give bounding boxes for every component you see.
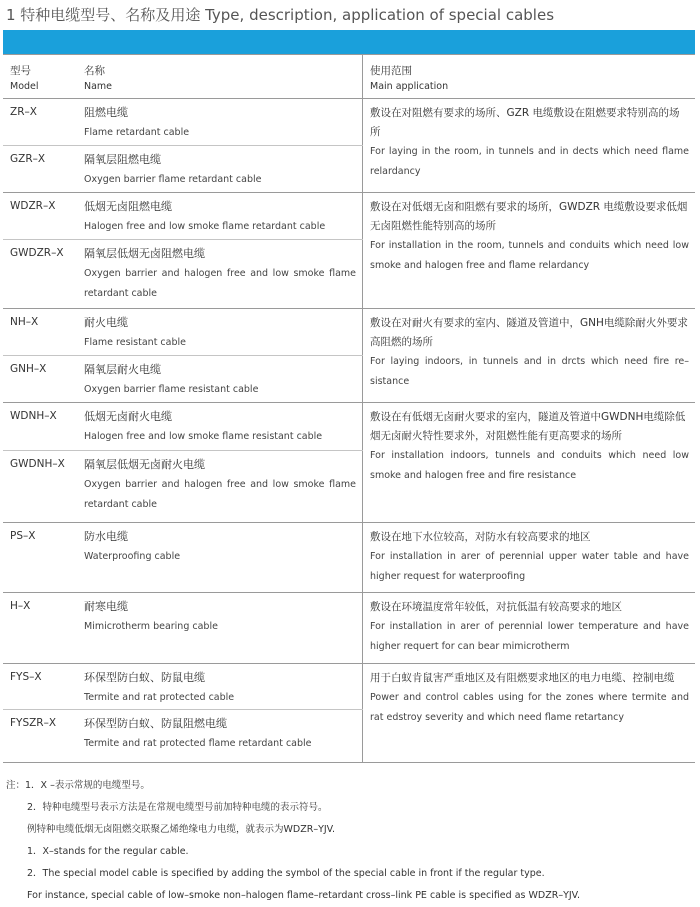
name-en: Oxygen barrier flame retardant cable: [84, 174, 262, 185]
row-model-name-group: [3, 309, 363, 402]
name-en: Flame retardant cable: [84, 127, 190, 138]
cable-entry: [3, 523, 363, 592]
model-code: WDNH–X: [10, 410, 57, 422]
name-cn: 隔氧层低烟无卤耐火电缆: [84, 458, 205, 471]
cable-table: [3, 54, 695, 763]
name-cn: 耐寒电缆: [84, 600, 128, 613]
name-cell: [80, 593, 363, 663]
model-cell: [3, 146, 80, 192]
name-cell: [80, 309, 363, 355]
name-cn: 耐火电缆: [84, 316, 128, 329]
table-row: [3, 664, 695, 763]
name-cn: 隔氧层低烟无卤阻燃电缆: [84, 247, 205, 260]
application-cn: 敷设在有低烟无卤耐火要求的室内，隧道及管道中GWDNH电缆除低烟无卤耐火特性要求外，对阻燃性能有更高要求的场所: [370, 411, 686, 442]
name-cell: [80, 146, 363, 192]
notes: [6, 775, 692, 907]
cable-entry: [3, 309, 363, 356]
table-row: [3, 593, 695, 664]
application-cell: [363, 309, 695, 402]
table-body: [3, 99, 695, 763]
model-cell: [3, 193, 80, 239]
cable-entry: [3, 403, 363, 451]
name-cell: [80, 664, 363, 709]
note-6: For instance, special cable of low–smoke non–halogen flame–retardant cross–link PE cable is specified as WDZR–YJV.: [27, 890, 580, 901]
cable-entry: [3, 451, 363, 522]
cable-entry: [3, 664, 363, 710]
name-en: Oxygen barrier flame resistant cable: [84, 384, 259, 395]
name-cell: [80, 356, 363, 402]
application-cn: 敷设在对低烟无卤和阻燃有要求的场所，GWDZR 电缆敷设要求低烟无卤阻燃性能特别高的场所: [370, 201, 688, 232]
name-cn: 阻燃电缆: [84, 106, 128, 119]
application-cn: 敷设在环境温度常年较低，对抗低温有较高要求的地区: [370, 601, 622, 613]
model-code: FYS–X: [10, 671, 42, 683]
name-cn: 环保型防白蚁、防鼠阻燃电缆: [84, 717, 227, 730]
application-en: For laying indoors, in tunnels and in drcts which need fire re–sistance: [370, 356, 689, 387]
name-en: Termite and rat protected flame retardant cable: [84, 738, 312, 749]
row-model-name-group: [3, 403, 363, 522]
cable-entry: [3, 710, 363, 762]
model-code: WDZR–X: [10, 200, 56, 212]
model-code: GWDNH–X: [10, 458, 65, 470]
model-cell: [3, 240, 80, 308]
application-en: For laying in the room, in tunnels and in dects which need flame relardancy: [370, 146, 689, 177]
header-name: [80, 55, 363, 98]
application-cell: [363, 193, 695, 308]
model-code: H–X: [10, 600, 31, 612]
row-model-name-group: [3, 664, 363, 762]
model-code: PS–X: [10, 530, 36, 542]
cable-entry: [3, 146, 363, 192]
name-cell: [80, 523, 363, 592]
name-cell: [80, 193, 363, 239]
table-row: [3, 193, 695, 309]
model-code: FYSZR–X: [10, 717, 57, 729]
table-row: [3, 523, 695, 593]
name-en: Termite and rat protected cable: [84, 692, 235, 703]
page-title: 1 特种电缆型号、名称及用途 Type, description, application of special cables: [6, 6, 555, 24]
application-cell: [363, 99, 695, 192]
row-model-name-group: [3, 193, 363, 308]
model-cell: [3, 451, 80, 522]
name-cell: [80, 710, 363, 762]
application-cell: [363, 523, 695, 592]
cable-entry: [3, 356, 363, 402]
header-application: [363, 55, 695, 98]
header-model-en: Model: [10, 81, 39, 92]
name-cn: 低烟无卤阻燃电缆: [84, 200, 172, 213]
header-model-cn: 型号: [10, 65, 31, 77]
cable-entry: [3, 99, 363, 146]
header-model: [3, 55, 80, 98]
cable-entry: [3, 593, 363, 663]
model-code: GZR–X: [10, 153, 46, 165]
model-code: ZR–X: [10, 106, 37, 118]
model-code: GWDZR–X: [10, 247, 64, 259]
name-en: Waterproofing cable: [84, 551, 181, 562]
note-2: 2．特种电缆型号表示方法是在常规电缆型号前加特种电缆的表示符号。: [27, 802, 328, 813]
model-code: GNH–X: [10, 363, 47, 375]
name-cn: 低烟无卤耐火电缆: [84, 410, 172, 423]
row-model-name-group: [3, 523, 363, 592]
name-en: Halogen free and low smoke flame retardant cable: [84, 221, 326, 232]
name-en: Halogen free and low smoke flame resistant cable: [84, 431, 323, 442]
name-cn: 环保型防白蚁、防鼠电缆: [84, 671, 205, 684]
table-header-row: [3, 55, 695, 99]
name-en: Oxygen barrier and halogen free and low smoke flame retardant cable: [84, 268, 356, 299]
cable-entry: [3, 240, 363, 308]
model-code: NH–X: [10, 316, 39, 328]
note-5: 2．The special model cable is specified by adding the symbol of the special cable in front if the regular type.: [27, 868, 545, 879]
note-4: 1．X–stands for the regular cable.: [27, 846, 189, 857]
model-cell: [3, 403, 80, 450]
name-cell: [80, 99, 363, 145]
table-row: [3, 99, 695, 193]
model-cell: [3, 356, 80, 402]
application-cn: 敷设在地下水位较高，对防水有较高要求的地区: [370, 531, 591, 543]
model-cell: [3, 309, 80, 355]
name-en: Oxygen barrier and halogen free and low smoke flame retardant cable: [84, 479, 356, 510]
application-en: For installation in arer of perennial upper water table and have higher request for waterproofing: [370, 551, 689, 582]
application-cn: 用于白蚁肯鼠害严重地区及有阻燃要求地区的电力电缆、控制电缆: [370, 672, 675, 684]
table-row: [3, 309, 695, 403]
model-cell: [3, 710, 80, 762]
header-app-cn: 使用范围: [370, 65, 412, 77]
model-cell: [3, 523, 80, 592]
name-cell: [80, 240, 363, 308]
name-cn: 防水电缆: [84, 530, 128, 543]
header-app-en: Main application: [370, 81, 449, 92]
name-en: Flame resistant cable: [84, 337, 186, 348]
application-cell: [363, 403, 695, 522]
header-name-en: Name: [84, 81, 113, 92]
row-model-name-group: [3, 99, 363, 192]
name-cn: 隔氧层阻燃电缆: [84, 153, 161, 166]
application-en: For installation in arer of perennial lower temperature and have higher requert for can bear mimicrotherm: [370, 621, 689, 652]
application-cn: 敷设在对耐火有要求的室内、隧道及管道中，GNH电缆除耐火外要求高阻燃的场所: [370, 317, 688, 348]
note-3: 例特种电缆低烟无卤阻燃交联聚乙烯绝缘电力电缆，就表示为WDZR–YJV.: [27, 824, 335, 835]
name-cell: [80, 403, 363, 450]
row-model-name-group: [3, 593, 363, 663]
application-en: Power and control cables using for the zones where termite and rat edstroy severity and which need flame retartancy: [370, 692, 689, 723]
name-cell: [80, 451, 363, 522]
application-en: For installation in the room, tunnels and conduits which need low smoke and halogen free and flame relardancy: [370, 240, 689, 271]
application-cn: 敷设在对阻燃有要求的场所、GZR 电缆敷设在阻燃要求特别高的场所: [370, 107, 680, 138]
model-cell: [3, 593, 80, 663]
application-en: For installation indoors, tunnels and conduits which need low smoke and halogen free and fire resistance: [370, 450, 689, 481]
table-row: [3, 403, 695, 523]
name-en: Mimicrotherm bearing cable: [84, 621, 218, 632]
header-color-bar: [3, 30, 695, 54]
application-cell: [363, 593, 695, 663]
header-name-cn: 名称: [84, 65, 105, 77]
model-cell: [3, 99, 80, 145]
cable-entry: [3, 193, 363, 240]
name-cn: 隔氧层耐火电缆: [84, 363, 161, 376]
model-cell: [3, 664, 80, 709]
application-cell: [363, 664, 695, 762]
note-1: 注：1．X –表示常规的电缆型号。: [6, 780, 150, 791]
